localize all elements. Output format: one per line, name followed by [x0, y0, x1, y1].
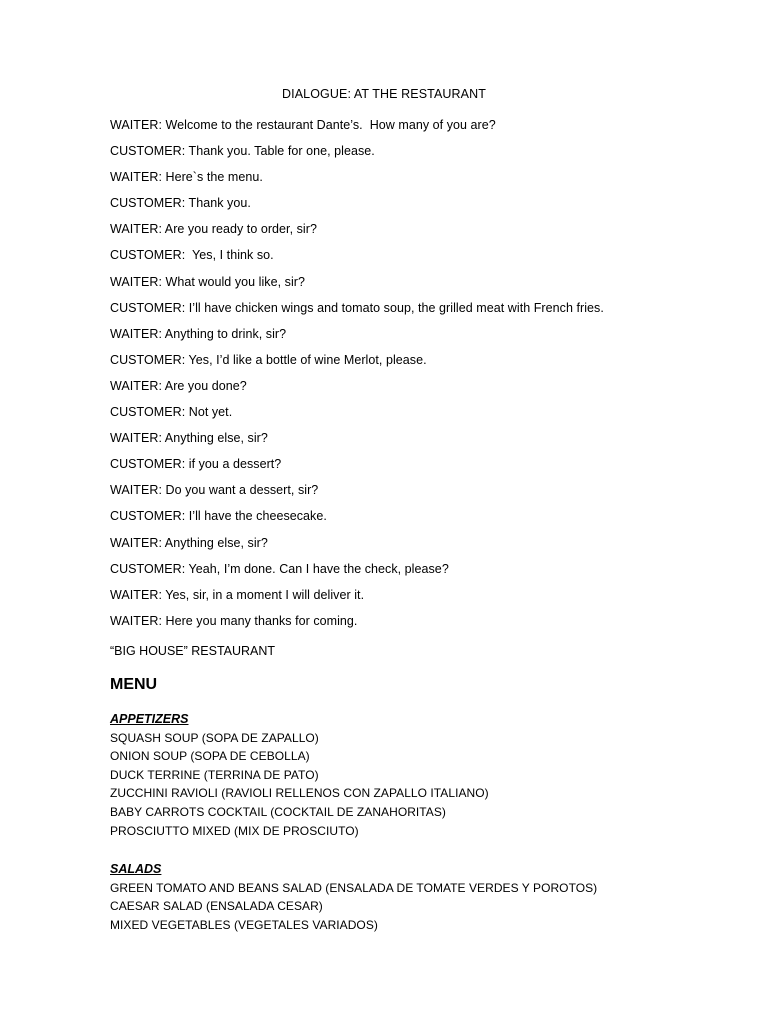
- dialogue-line: WAITER: Anything to drink, sir?: [110, 326, 287, 341]
- restaurant-name: “BIG HOUSE” RESTAURANT: [110, 644, 276, 658]
- menu-item: GREEN TOMATO AND BEANS SALAD (ENSALADA DE TOMATE VERDES Y POROTOS): [110, 880, 598, 895]
- dialogue-line: WAITER: Anything else, sir?: [110, 431, 268, 446]
- dialogue-line: WAITER: Are you ready to order, sir?: [110, 222, 317, 237]
- dialogue-line: CUSTOMER: Thank you. Table for one, please.: [110, 144, 375, 159]
- menu-item: BABY CARROTS COCKTAIL (COCKTAIL DE ZANAHORITAS): [110, 804, 446, 819]
- dialogue-line: CUSTOMER: Yes, I think so.: [110, 248, 274, 263]
- dialogue-line: WAITER: Yes, sir, in a moment I will deliver it.: [110, 587, 365, 602]
- dialogue-line: CUSTOMER: Thank you.: [110, 196, 251, 211]
- dialogue-line: WAITER: Here`s the menu.: [110, 170, 263, 185]
- dialogue-section: [110, 117, 730, 639]
- dialogue-line: WAITER: Anything else, sir?: [110, 535, 268, 550]
- dialogue-line: WAITER: Welcome to the restaurant Dante’s. How many of you are?: [110, 118, 496, 132]
- dialogue-line: CUSTOMER: I’ll have the cheesecake.: [110, 509, 327, 524]
- menu-item: ZUCCHINI RAVIOLI (RAVIOLI RELLENOS CON ZAPALLO ITALIANO): [110, 786, 489, 801]
- salads-section: [110, 860, 730, 934]
- salads-title: SALADS: [110, 862, 162, 876]
- appetizers-section: [110, 710, 730, 840]
- menu-heading: MENU: [110, 676, 158, 693]
- menu-item: PROSCIUTTO MIXED (MIX DE PROSCIUTO): [110, 823, 359, 838]
- menu-item: DUCK TERRINE (TERRINA DE PATO): [110, 767, 319, 782]
- dialogue-line: CUSTOMER: I’ll have chicken wings and tomato soup, the grilled meat with French fries.: [110, 300, 604, 315]
- dialogue-line: CUSTOMER: Yeah, I’m done. Can I have the check, please?: [110, 561, 449, 576]
- document-title: DIALOGUE: AT THE RESTAURANT: [282, 87, 486, 101]
- dialogue-line: CUSTOMER: Not yet.: [110, 405, 233, 420]
- dialogue-line: WAITER: What would you like, sir?: [110, 274, 305, 289]
- dialogue-line: WAITER: Here you many thanks for coming.: [110, 613, 358, 628]
- menu-item: ONION SOUP (SOPA DE CEBOLLA): [110, 749, 310, 764]
- dialogue-line: CUSTOMER: Yes, I’d like a bottle of wine Merlot, please.: [110, 352, 427, 367]
- menu-item: SQUASH SOUP (SOPA DE ZAPALLO): [110, 730, 319, 745]
- dialogue-line: WAITER: Are you done?: [110, 378, 247, 393]
- menu-item: CAESAR SALAD (ENSALADA CESAR): [110, 899, 323, 914]
- dialogue-line: CUSTOMER: if you a dessert?: [110, 457, 282, 472]
- menu-item: MIXED VEGETABLES (VEGETALES VARIADOS): [110, 917, 378, 932]
- appetizers-title: APPETIZERS: [110, 712, 189, 726]
- dialogue-line: WAITER: Do you want a dessert, sir?: [110, 483, 319, 498]
